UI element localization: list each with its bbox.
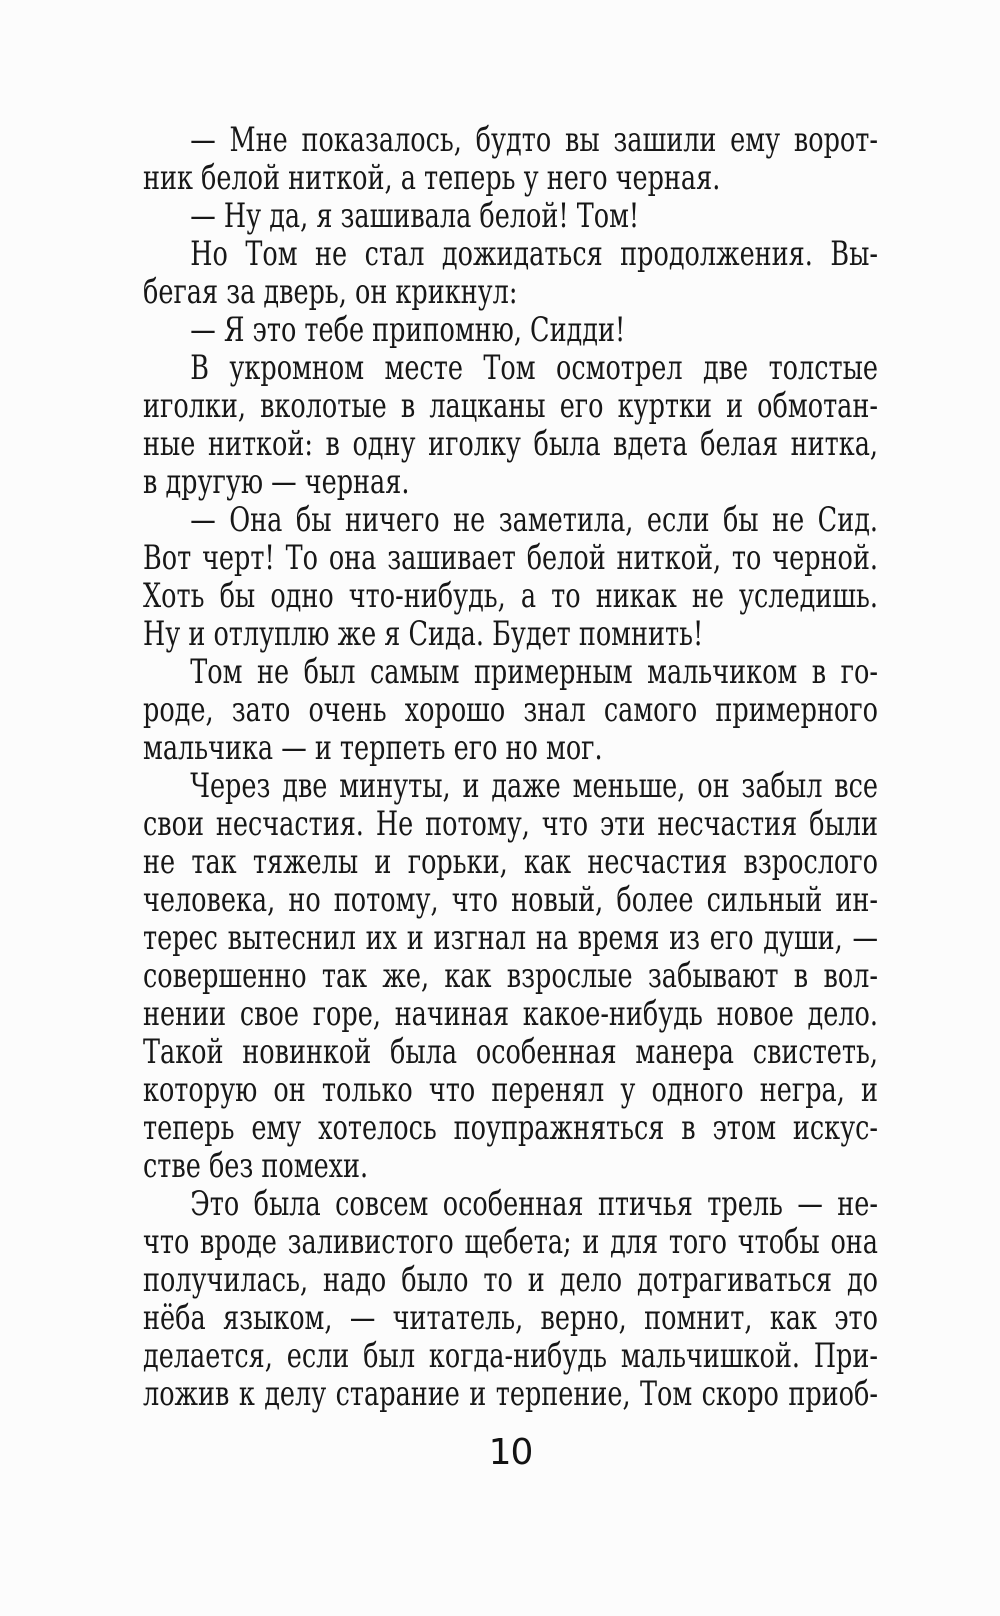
text-line: — Она бы ничего не заметила, если бы не Сид.: [190, 501, 878, 539]
text-line: — Ну да, я зашивала белой! Том!: [190, 197, 640, 235]
paragraph: [143, 311, 878, 349]
text-line: человека, но потому, что новый, более сильный ин-: [143, 881, 878, 919]
paragraph: [143, 349, 878, 501]
paragraph: [143, 197, 878, 235]
paragraph: [143, 1185, 878, 1413]
page-number: 10: [488, 1432, 533, 1473]
text-line: иголки, вколотые в лацканы его куртки и обмотан-: [143, 387, 878, 425]
text-line: Том не был самым примерным мальчиком в го-: [190, 653, 878, 691]
text-line: в другую — черная.: [143, 463, 410, 501]
text-line: Это была совсем особенная птичья трель — не-: [190, 1185, 878, 1223]
text-line: нении свое горе, начиная какое-нибудь новое дело.: [143, 995, 878, 1033]
text-line: получилась, надо было то и дело дотрагиваться до: [143, 1261, 878, 1299]
paragraph: [143, 501, 878, 653]
text-line: ложив к делу старание и терпение, Том скоро приоб-: [143, 1375, 878, 1413]
text-line: Такой новинкой была особенная манера свистеть,: [143, 1033, 878, 1071]
text-line: теперь ему хотелось поупражняться в этом искус-: [143, 1109, 878, 1147]
text-line: бегая за дверь, он крикнул:: [143, 273, 518, 311]
text-line: делается, если был когда-нибудь мальчишкой. При-: [143, 1337, 878, 1375]
text-line: Ну и отлуплю же я Сида. Будет помнить!: [143, 615, 704, 653]
text-line: не так тяжелы и горьки, как несчастия взрослого: [143, 843, 878, 881]
text-line: нёба языком, — читатель, верно, помнит, как это: [143, 1299, 878, 1337]
text-line: стве без помехи.: [143, 1147, 369, 1185]
text-line: Хоть бы одно что-нибудь, а то никак не уследишь.: [143, 577, 878, 615]
text-line: свои несчастия. Не потому, что эти несчастия были: [143, 805, 878, 843]
text-line: которую он только что перенял у одного негра, и: [143, 1071, 878, 1109]
text-block: [143, 121, 878, 1413]
text-line: Но Том не стал дожидаться продолжения. Вы-: [190, 235, 878, 273]
text-line: В укромном месте Том осмотрел две толстые: [190, 349, 878, 387]
text-line: мальчика — и терпеть его но мог.: [143, 729, 603, 767]
paragraph: [143, 235, 878, 311]
text-line: ные ниткой: в одну иголку была вдета белая нитка,: [143, 425, 878, 463]
paragraph: [143, 653, 878, 767]
text-line: ник белой ниткой, а теперь у него черная.: [143, 159, 721, 197]
paragraph: [143, 121, 878, 197]
text-line: — Я это тебе припомню, Сидди!: [190, 311, 626, 349]
text-line: что вроде заливистого щебета; и для того чтобы она: [143, 1223, 878, 1261]
text-line: Через две минуты, и даже меньше, он забыл все: [190, 767, 878, 805]
text-line: терес вытеснил их и изгнал на время из его души, —: [143, 919, 878, 957]
text-line: роде, зато очень хорошо знал самого примерного: [143, 691, 878, 729]
text-line: совершенно так же, как взрослые забывают в вол-: [143, 957, 878, 995]
text-line: — Мне показалось, будто вы зашили ему ворот-: [190, 121, 878, 159]
paragraph: [143, 767, 878, 1185]
text-line: Вот черт! То она зашивает белой ниткой, то черной.: [143, 539, 878, 577]
